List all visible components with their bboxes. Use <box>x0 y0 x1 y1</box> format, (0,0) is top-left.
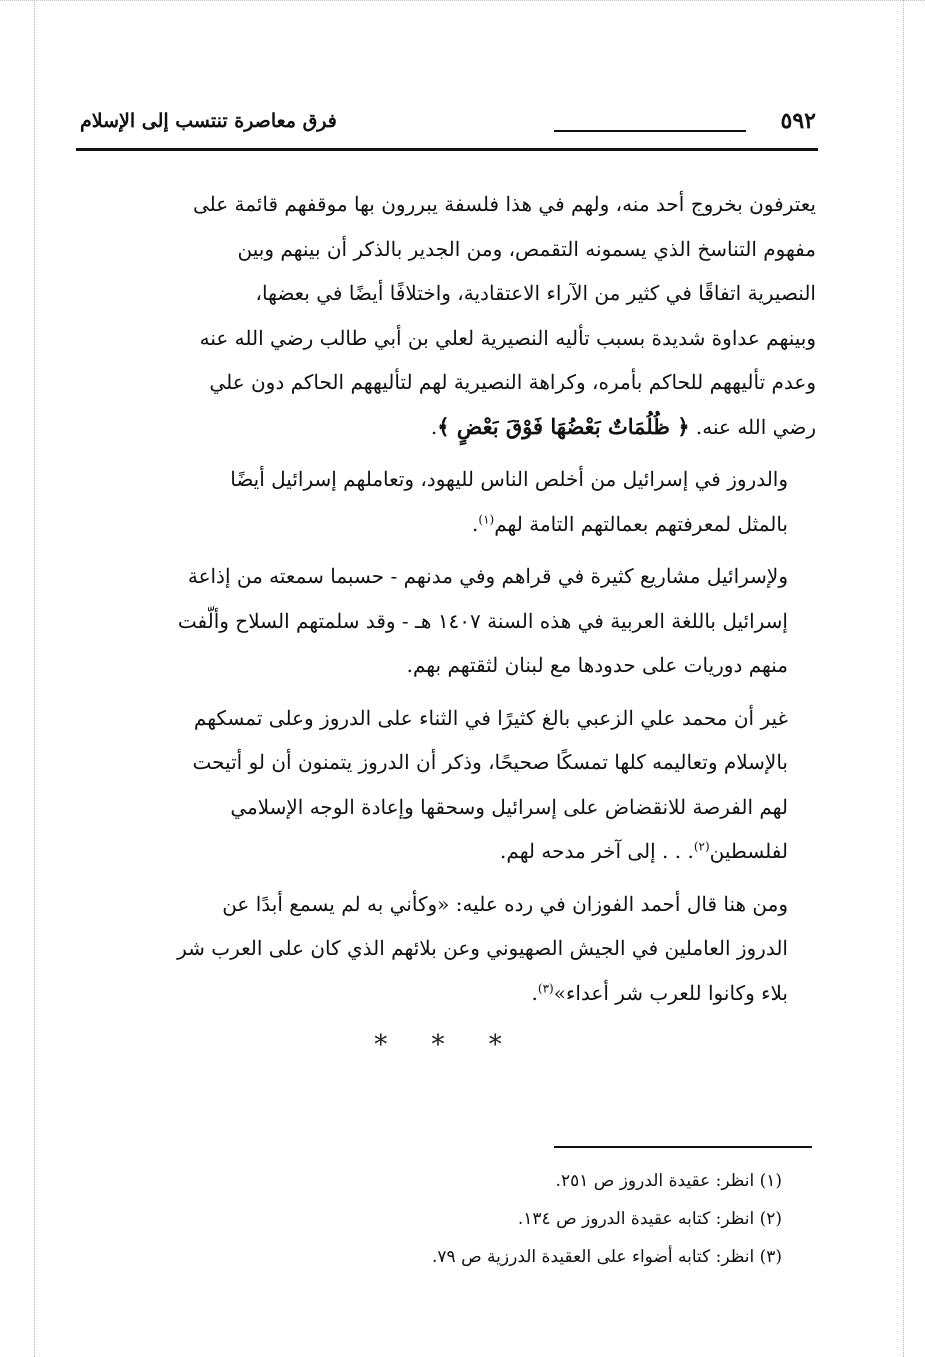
text-line-last <box>78 502 816 547</box>
text-line: الدروز العاملين في الجيش الصهيوني وعن بلائهم الذي كان على العرب شر <box>177 936 788 960</box>
text-fragment: رضي الله عنه. <box>695 414 816 439</box>
paragraph-5 <box>78 882 816 1016</box>
footnote-1: (١) انظر: عقيدة الدروز ص ٢٥١. <box>555 1171 782 1191</box>
text-fragment: . <box>472 511 479 536</box>
footnote-2: (٢) انظر: كتابه عقيدة الدروز ص ١٣٤. <box>517 1209 782 1229</box>
text-line: لهم الفرصة للانقضاض على إسرائيل وسحقها وإعادة الوجه الإسلامي <box>230 794 788 819</box>
body-text <box>78 182 816 1063</box>
text-fragment: . . . إلى آخر مدحه لهم. <box>500 839 694 863</box>
text-line: غير أن محمد علي الزعبي بالغ كثيرًا في الثناء على الدروز وعلى تمسكهم <box>193 705 788 730</box>
scan-edge-right <box>903 0 904 1357</box>
running-header <box>78 104 816 150</box>
text-fragment: لفلسطين <box>709 839 788 863</box>
text-line: والدروز في إسرائيل من أخلص الناس لليهود، وتعاملهم إسرائيل أيضًا <box>230 467 788 491</box>
text-line-last <box>78 971 816 1016</box>
text-line: النصيرية اتفاقًا في كثير من الآراء الاعتقادية، واختلافًا أيضًا في بعضها، <box>255 281 816 305</box>
footnote-ref: (٢) <box>693 839 710 854</box>
footnotes <box>122 1162 782 1276</box>
text-fragment: . <box>531 980 538 1005</box>
text-line-last: منهم دوريات على حدودها مع لبنان لثقتهم بهم. <box>406 653 788 677</box>
text-line: إسرائيل باللغة العربية في هذه السنة ١٤٠٧ هـ - وقد سلمتهم السلاح وألّفت <box>177 608 788 633</box>
text-line: ولإسرائيل مشاريع كثيرة في قراهم وفي مدنهم - حسبما سمعته من إذاعة <box>187 564 788 588</box>
section-separator: * * * <box>374 1030 520 1060</box>
paragraph-1 <box>78 182 816 449</box>
footnote-3: (٣) انظر: كتابه أضواء على العقيدة الدرزية ص ٧٩. <box>432 1247 782 1267</box>
page-number: ٥٩٢ <box>780 108 816 134</box>
text-fragment: . <box>430 414 438 439</box>
scan-edge-top <box>0 0 925 1</box>
footnote-ref: (٣) <box>537 980 554 995</box>
text-fragment: بلاء وكانوا للعرب شر أعداء» <box>553 980 788 1005</box>
book-page <box>78 104 816 1267</box>
header-rule-short <box>554 130 746 132</box>
paragraph-3 <box>78 554 816 688</box>
running-title: فرق معاصرة تنتسب إلى الإسلام <box>80 110 337 132</box>
footnote-rule <box>554 1146 812 1148</box>
text-line: وبينهم عداوة شديدة بسبب تأليه النصيرية لعلي بن أبي طالب رضي الله عنه <box>199 325 816 350</box>
header-rule <box>76 148 818 151</box>
footnote-ref: (١) <box>478 511 495 526</box>
text-fragment: بالمثل لمعرفتهم بعمالتهم التامة لهم <box>494 511 788 536</box>
text-line: بالإسلام وتعاليمه كلها تمسكًا صحيحًا، وذكر أن الدروز يتمنون أن لو أتيحت <box>192 750 788 774</box>
text-line: وعدم تأليههم للحاكم بأمره، وكراهة النصيرية لهم لتأليههم الحاكم دون علي <box>209 370 816 394</box>
text-line-last <box>78 829 816 874</box>
text-line: ومن هنا قال أحمد الفوزان في رده عليه: «وكأني به لم يسمع أبدًا عن <box>222 891 788 916</box>
paragraph-4 <box>78 696 816 874</box>
text-line: مفهوم التناسخ الذي يسمونه التقمص، ومن الجدير بالذكر أن بينهم وبين <box>237 236 816 261</box>
text-line-last <box>78 405 816 450</box>
text-line: يعترفون بخروج أحد منه، ولهم في هذا فلسفة يبررون بها موقفهم قائمة على <box>192 192 816 216</box>
paragraph-2 <box>78 457 816 546</box>
scan-edge-left <box>34 0 35 1357</box>
quran-verse: ﴿ ظُلُمَاتٌ بَعْضُهَا فَوْقَ بَعْضٍ ﴾ <box>437 413 690 439</box>
